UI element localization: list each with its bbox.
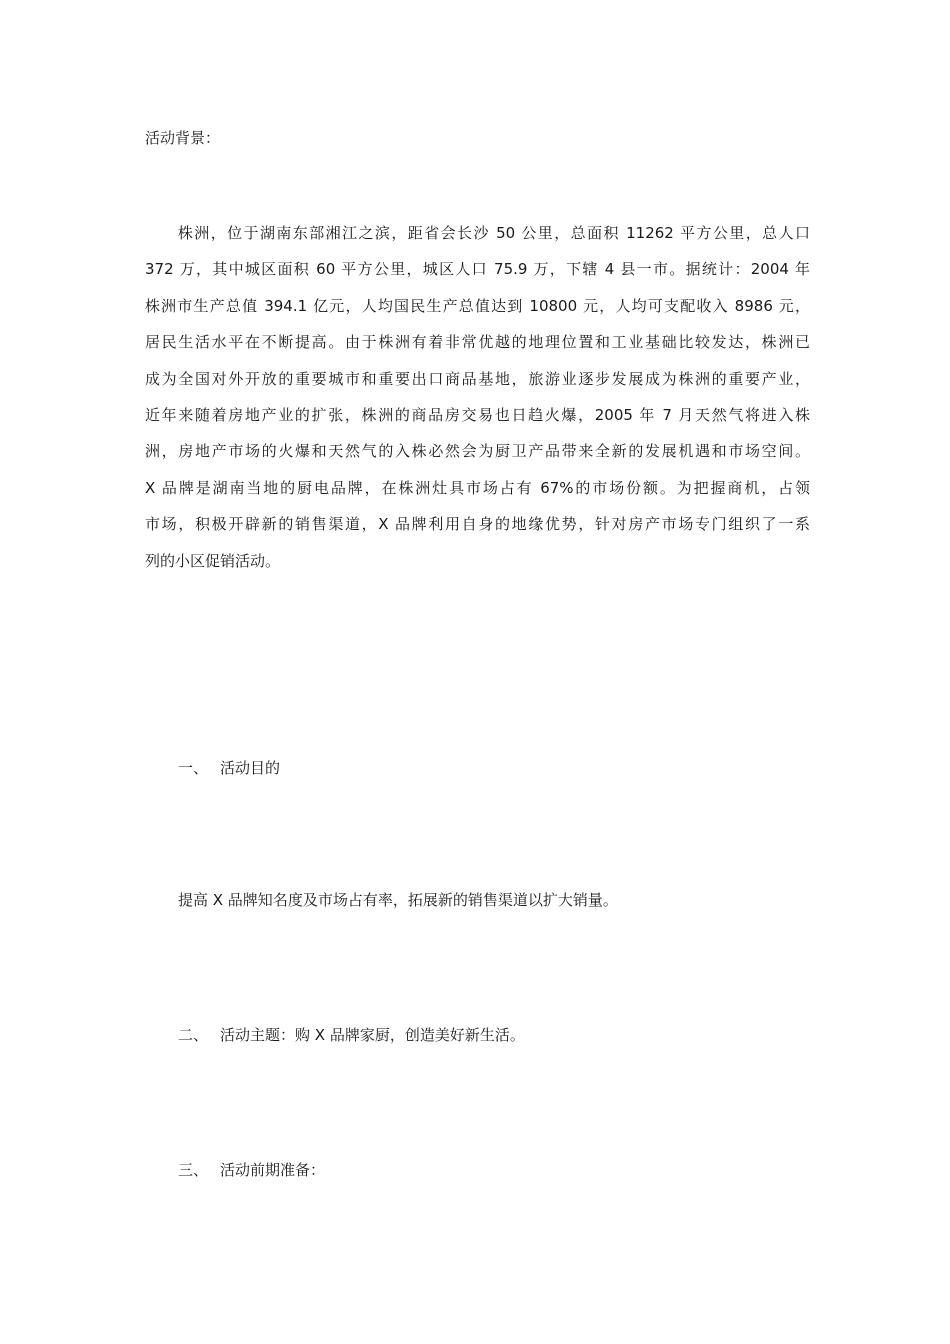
section-heading-preparation (178, 1160, 325, 1180)
section-heading-purpose (178, 758, 280, 778)
section-number: 一、 (178, 759, 209, 777)
paragraph-line: 株洲市生产总值 394.1 亿元，人均国民生产总值达到 10800 元，人均可支配收入 8986 元， (145, 296, 810, 315)
background-heading: 活动背景： (145, 129, 221, 147)
paragraph-line: 居民生活水平在不断提高。由于株洲有着非常优越的地理位置和工业基础比较发达，株洲已 (145, 333, 810, 352)
paragraph-line: 洲，房地产市场的火爆和天然气的入株必然会为厨卫产品带来全新的发展机遇和市场空间。 (145, 442, 810, 461)
section-heading-theme (178, 1025, 525, 1045)
purpose-text: 提高 X 品牌知名度及市场占有率，拓展新的销售渠道以扩大销量。 (178, 891, 618, 909)
section-title: 活动前期准备： (220, 1161, 326, 1179)
section-title: 活动主题：购 X 品牌家厨，创造美好新生活。 (220, 1026, 525, 1044)
section-title: 活动目的 (220, 759, 281, 777)
paragraph-line: 成为全国对外开放的重要城市和重要出口商品基地，旅游业逐步发展成为株洲的重要产业， (145, 369, 810, 388)
paragraph-line: 372 万，其中城区面积 60 平方公里，城区人口 75.9 万，下辖 4 县一市。据统计：2004 年 (145, 260, 810, 279)
paragraph-line: X 品牌是湖南当地的厨电品牌，在株洲灶具市场占有 67%的市场份额。为把握商机，占领 (145, 478, 810, 497)
paragraph-line: 近年来随着房地产业的扩张，株洲的商品房交易也日趋火爆，2005 年 7 月天然气将进入株 (145, 406, 810, 425)
section-number: 二、 (178, 1026, 209, 1044)
paragraph-line: 列的小区促销活动。 (145, 551, 281, 570)
section-number: 三、 (178, 1161, 209, 1179)
background-paragraph (145, 215, 810, 579)
paragraph-line: 株洲，位于湖南东部湘江之滨，距省会长沙 50 公里，总面积 11262 平方公里，总人口 (145, 224, 810, 242)
paragraph-line: 市场，积极开辟新的销售渠道，X 品牌利用自身的地缘优势，针对房产市场专门组织了一系 (145, 515, 810, 534)
